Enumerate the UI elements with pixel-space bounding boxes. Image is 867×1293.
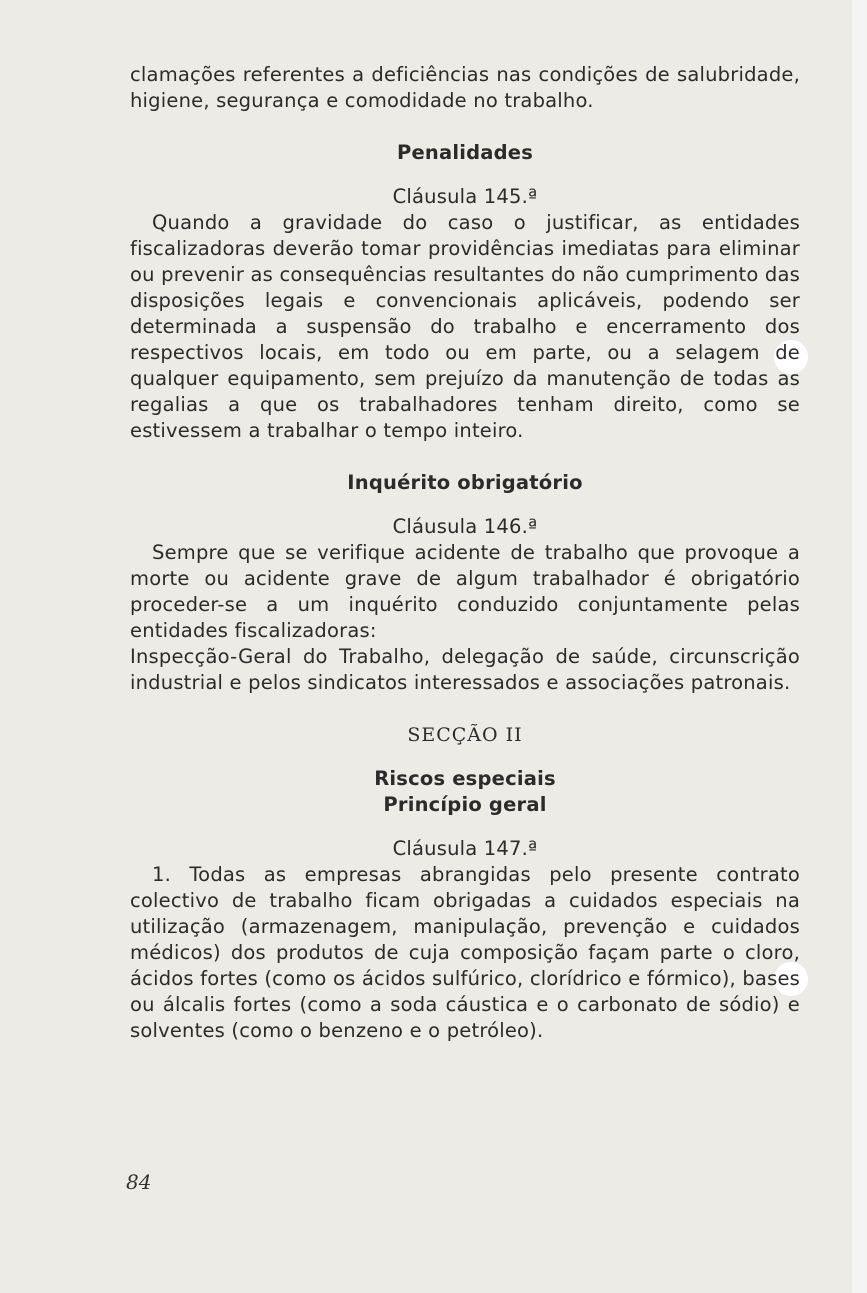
clause-146-text-continued: Inspecção-Geral do Trabalho, delegação de saúde, circunscrição industrial e pelos sindicatos interessados e associações patronais. [130, 645, 800, 694]
heading-inquerito: Inquérito obrigatório [347, 471, 583, 494]
clause-147-text: 1. Todas as empresas abrangidas pelo presente contrato colectivo de trabalho ficam obrigadas a cuidados especiais na utilização (armazenagem, manipulação, prevenção e cuidados médicos) dos produtos de cuja composição façam parte o cloro, ácidos fortes (como os ácidos sulfúrico, clorídrico e fórmico), bases ou álcalis fortes (como a soda cáustica e o carbonato de sódio) e solventes (como o benzeno e o petróleo). [130, 863, 800, 1042]
clause-147-title: Cláusula 147.ª [392, 837, 538, 860]
page-text [130, 62, 800, 1044]
section-title: SECÇÃO II [407, 724, 523, 746]
clause-145-text: Quando a gravidade do caso o justificar, as entidades fiscalizadoras deverão tomar providências imediatas para eliminar ou prevenir as consequências resultantes do não cumprimento das disposições legais e convencionais aplicáveis, podendo ser determinada a suspensão do trabalho e encerramento dos respectivos locais, em todo ou em parte, ou a selagem de qualquer equipamento, sem prejuízo da manutenção de todas as regalias a que os trabalhadores tenham direito, como se estivessem a trabalhar o tempo inteiro. [130, 211, 800, 442]
paragraph-continuation: clamações referentes a deficiências nas condições de salubridade, higiene, segurança e comodidade no trabalho. [130, 63, 800, 112]
clause-145-title: Cláusula 145.ª [392, 185, 538, 208]
heading-riscos-especiais: Riscos especiais [374, 767, 556, 790]
page-number: 84 [126, 1170, 152, 1194]
clause-146-title: Cláusula 146.ª [392, 515, 538, 538]
clause-146-text: Sempre que se verifique acidente de trabalho que provoque a morte ou acidente grave de algum trabalhador é obrigatório proceder-se a um inquérito conduzido conjuntamente pelas entidades fiscalizadoras: [130, 541, 800, 642]
background-edge [852, 0, 867, 1293]
heading-penalidades: Penalidades [396, 141, 534, 164]
heading-principio-geral: Princípio geral [383, 793, 547, 816]
